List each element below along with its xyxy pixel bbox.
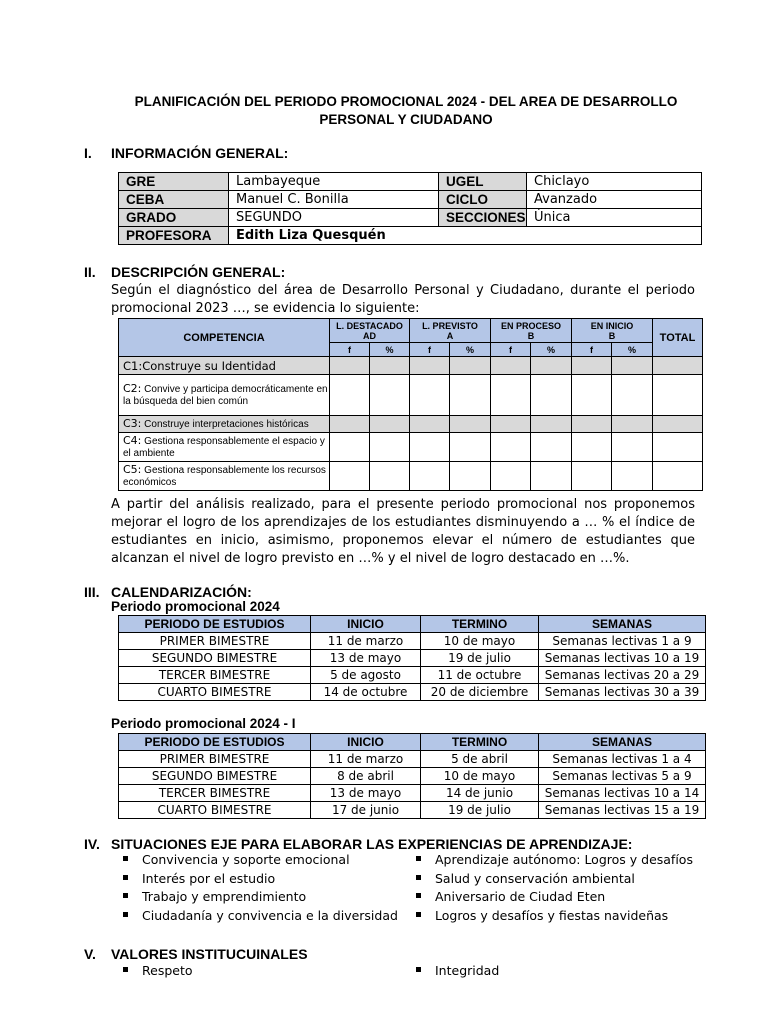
competency-code: C5: — [123, 462, 142, 476]
header-f: f — [330, 343, 370, 357]
header-f: f — [572, 343, 612, 357]
list-item-text: Aprendizaje autónomo: Logros y desafíos — [435, 852, 693, 867]
weeks-cell: Semanas lectivas 15 a 19 — [539, 802, 706, 819]
end-cell: 19 de julio — [421, 650, 539, 667]
description-intro: Según el diagnóstico del área de Desarrollo Personal y Ciudadano, durante el periodo promocional 2023 …, se evidencia lo siguiente: — [111, 283, 695, 316]
section-number: IV. — [84, 836, 100, 852]
header-previsto — [410, 319, 491, 343]
weeks-cell: Semanas lectivas 10 a 19 — [539, 650, 706, 667]
gre-value: Lambayeque — [229, 173, 439, 191]
table-row — [119, 633, 706, 650]
list-item-text: Logros y desafíos y fiestas navideñas — [435, 907, 669, 923]
situations-right-list — [416, 851, 693, 925]
header-destacado — [330, 319, 410, 343]
ciclo-value: Avanzado — [527, 191, 702, 209]
period-cell: SEGUNDO BIMESTRE — [119, 650, 311, 667]
header-pct: % — [612, 343, 653, 357]
list-item-text: Trabajo y emprendimiento — [142, 889, 307, 904]
page-title: PLANIFICACIÓN DEL PERIODO PROMOCIONAL 2024 - DEL AREA DE DESARROLLO PERSONAL Y CIUDADANO — [134, 94, 678, 127]
competency-text: Construye interpretaciones históricas — [144, 418, 309, 430]
header-f: f — [410, 343, 450, 357]
list-item — [416, 888, 693, 907]
list-item-text: Ciudadanía y convivencia e la diversidad — [142, 907, 398, 923]
bullet-icon — [123, 967, 128, 972]
section-number: V. — [84, 946, 96, 962]
end-cell: 14 de junio — [421, 785, 539, 802]
table-row — [119, 802, 706, 819]
competency-text: Gestiona responsablemente los recursos económicos — [123, 464, 326, 488]
bullet-icon — [416, 856, 421, 861]
section-title: VALORES INSTITUCUINALES — [111, 946, 308, 962]
header-pct: % — [370, 343, 410, 357]
header-inicio-label: EN INICIO — [590, 320, 634, 331]
header-termino: TERMINO — [421, 734, 539, 751]
weeks-cell: Semanas lectivas 5 a 9 — [539, 768, 706, 785]
header-pct: % — [450, 343, 491, 357]
description-conclusion: A partir del análisis realizado, para el presente periodo promocional nos proponemos mejorar el logro de los aprendizajes de los estudiantes disminuyendo a … % el índice de estudiantes en inicio, asimismo, proponemos elevar el número de estudiantes que alcanzan el nivel de logro previsto en …% y el nivel de logro destacado en …%. — [111, 497, 695, 566]
list-item-text: Convivencia y soporte emocional — [142, 852, 350, 867]
list-item-text: Salud y conservación ambiental — [435, 870, 635, 886]
period-cell: TERCER BIMESTRE — [119, 667, 311, 684]
competency-row — [119, 433, 703, 462]
end-cell: 10 de mayo — [421, 633, 539, 650]
period-cell: PRIMER BIMESTRE — [119, 751, 311, 768]
weeks-cell: Semanas lectivas 30 a 39 — [539, 684, 706, 701]
table-row — [119, 650, 706, 667]
header-previsto-label: L. PREVISTO — [422, 320, 478, 331]
header-f: f — [491, 343, 531, 357]
weeks-cell: Semanas lectivas 10 a 14 — [539, 785, 706, 802]
end-cell: 10 de mayo — [421, 768, 539, 785]
list-item — [416, 962, 499, 981]
end-cell: 11 de octubre — [421, 667, 539, 684]
start-cell: 13 de mayo — [311, 785, 421, 802]
header-periodo: PERIODO DE ESTUDIOS — [119, 616, 311, 633]
list-item-text: Aniversario de Ciudad Eten — [435, 889, 606, 904]
situations-left-list — [123, 851, 398, 925]
header-semanas: SEMANAS — [539, 616, 706, 633]
end-cell: 20 de diciembre — [421, 684, 539, 701]
header-inicio: INICIO — [311, 734, 421, 751]
header-inicio — [572, 319, 653, 343]
weeks-cell: Semanas lectivas 1 a 9 — [539, 633, 706, 650]
section-number: III. — [84, 584, 100, 600]
list-item — [123, 888, 398, 907]
bullet-icon — [123, 912, 128, 917]
header-semanas: SEMANAS — [539, 734, 706, 751]
competency-text: Gestiona responsablemente el espacio y el ambiente — [123, 435, 325, 459]
weeks-cell: Semanas lectivas 1 a 4 — [539, 751, 706, 768]
start-cell: 13 de mayo — [311, 650, 421, 667]
start-cell: 17 de junio — [311, 802, 421, 819]
period-cell: PRIMER BIMESTRE — [119, 633, 311, 650]
section-number: II. — [84, 264, 96, 280]
section-title: INFORMACIÓN GENERAL: — [111, 145, 289, 161]
grado-label: GRADO — [119, 209, 229, 227]
general-info-table — [118, 172, 702, 245]
table-row — [119, 751, 706, 768]
section-title: CALENDARIZACIÓN: — [111, 584, 252, 600]
section-1-heading — [84, 145, 684, 163]
header-proceso-label: EN PROCESO — [500, 320, 561, 331]
gre-label: GRE — [119, 173, 229, 191]
competency-row — [119, 416, 703, 433]
list-item — [123, 870, 398, 889]
calendar-table-2 — [118, 733, 706, 819]
competency-cell — [119, 375, 330, 416]
list-item-text: Interés por el estudio — [142, 870, 276, 886]
header-termino: TERMINO — [421, 616, 539, 633]
end-cell: 5 de abril — [421, 751, 539, 768]
table-row — [119, 768, 706, 785]
list-item — [123, 907, 398, 926]
start-cell: 8 de abril — [311, 768, 421, 785]
start-cell: 11 de marzo — [311, 751, 421, 768]
secciones-value: Única — [527, 209, 702, 227]
competency-text: Convive y participa democráticamente en la búsqueda del bien común — [123, 383, 328, 407]
competency-code: C3: — [123, 416, 142, 430]
start-cell: 11 de marzo — [311, 633, 421, 650]
list-item — [123, 962, 193, 981]
section-number: I. — [84, 145, 92, 161]
list-item-text: Respeto — [142, 963, 193, 978]
period-cell: CUARTO BIMESTRE — [119, 684, 311, 701]
header-competencia: COMPETENCIA — [119, 319, 330, 357]
values-left-list — [123, 962, 193, 981]
competency-row — [119, 462, 703, 491]
competency-cell — [119, 416, 330, 433]
profesora-value: Edith Liza Quesquén — [229, 227, 702, 245]
list-item-text: Integridad — [435, 963, 500, 978]
list-item — [416, 870, 693, 889]
header-inicio-code: B — [608, 330, 616, 341]
period-cell: CUARTO BIMESTRE — [119, 802, 311, 819]
header-destacado-label: L. DESTACADO — [336, 320, 403, 331]
bullet-icon — [123, 856, 128, 861]
ceba-label: CEBA — [119, 191, 229, 209]
list-item — [416, 851, 693, 870]
competency-row — [119, 357, 703, 375]
bullet-icon — [123, 875, 128, 880]
list-item — [416, 907, 693, 926]
competency-code: C4: — [123, 433, 142, 447]
table-row — [119, 684, 706, 701]
header-previsto-code: A — [446, 330, 454, 341]
secciones-label: SECCIONES — [439, 209, 527, 227]
competency-code: C1: — [123, 358, 143, 373]
list-item — [123, 851, 398, 870]
weeks-cell: Semanas lectivas 20 a 29 — [539, 667, 706, 684]
section-title: SITUACIONES EJE PARA ELABORAR LAS EXPERIENCIAS DE APRENDIZAJE: — [111, 836, 633, 852]
header-proceso — [491, 319, 572, 343]
section-title: DESCRIPCIÓN GENERAL: — [111, 264, 286, 280]
competency-cell — [119, 357, 330, 375]
table-row — [119, 667, 706, 684]
start-cell: 14 de octubre — [311, 684, 421, 701]
bullet-icon — [416, 912, 421, 917]
competency-text: Construye su Identidad — [142, 358, 276, 373]
period-cell: TERCER BIMESTRE — [119, 785, 311, 802]
calendar-subtitle-1: Periodo promocional 2024 — [111, 599, 280, 614]
bullet-icon — [416, 875, 421, 880]
grado-value: SEGUNDO — [229, 209, 439, 227]
ugel-value: Chiclayo — [527, 173, 702, 191]
competency-code: C2: — [123, 381, 142, 395]
values-right-list — [416, 962, 499, 981]
competency-row — [119, 375, 703, 416]
calendar-table-1 — [118, 615, 706, 701]
ciclo-label: CICLO — [439, 191, 527, 209]
calendar-subtitle-2: Periodo promocional 2024 - I — [111, 716, 296, 731]
ugel-label: UGEL — [439, 173, 527, 191]
header-destacado-code: AD — [363, 330, 376, 341]
diagnostic-table — [118, 318, 703, 491]
table-row — [119, 785, 706, 802]
period-cell: SEGUNDO BIMESTRE — [119, 768, 311, 785]
header-periodo: PERIODO DE ESTUDIOS — [119, 734, 311, 751]
bullet-icon — [416, 893, 421, 898]
header-proceso-code: B — [527, 330, 535, 341]
bullet-icon — [416, 967, 421, 972]
ceba-value: Manuel C. Bonilla — [229, 191, 439, 209]
competency-cell — [119, 462, 330, 491]
section-2-heading — [84, 264, 684, 282]
header-pct: % — [531, 343, 572, 357]
competency-cell — [119, 433, 330, 462]
bullet-icon — [123, 893, 128, 898]
end-cell: 19 de julio — [421, 802, 539, 819]
header-total: TOTAL — [653, 319, 703, 357]
profesora-label: PROFESORA — [119, 227, 229, 245]
header-inicio: INICIO — [311, 616, 421, 633]
start-cell: 5 de agosto — [311, 667, 421, 684]
